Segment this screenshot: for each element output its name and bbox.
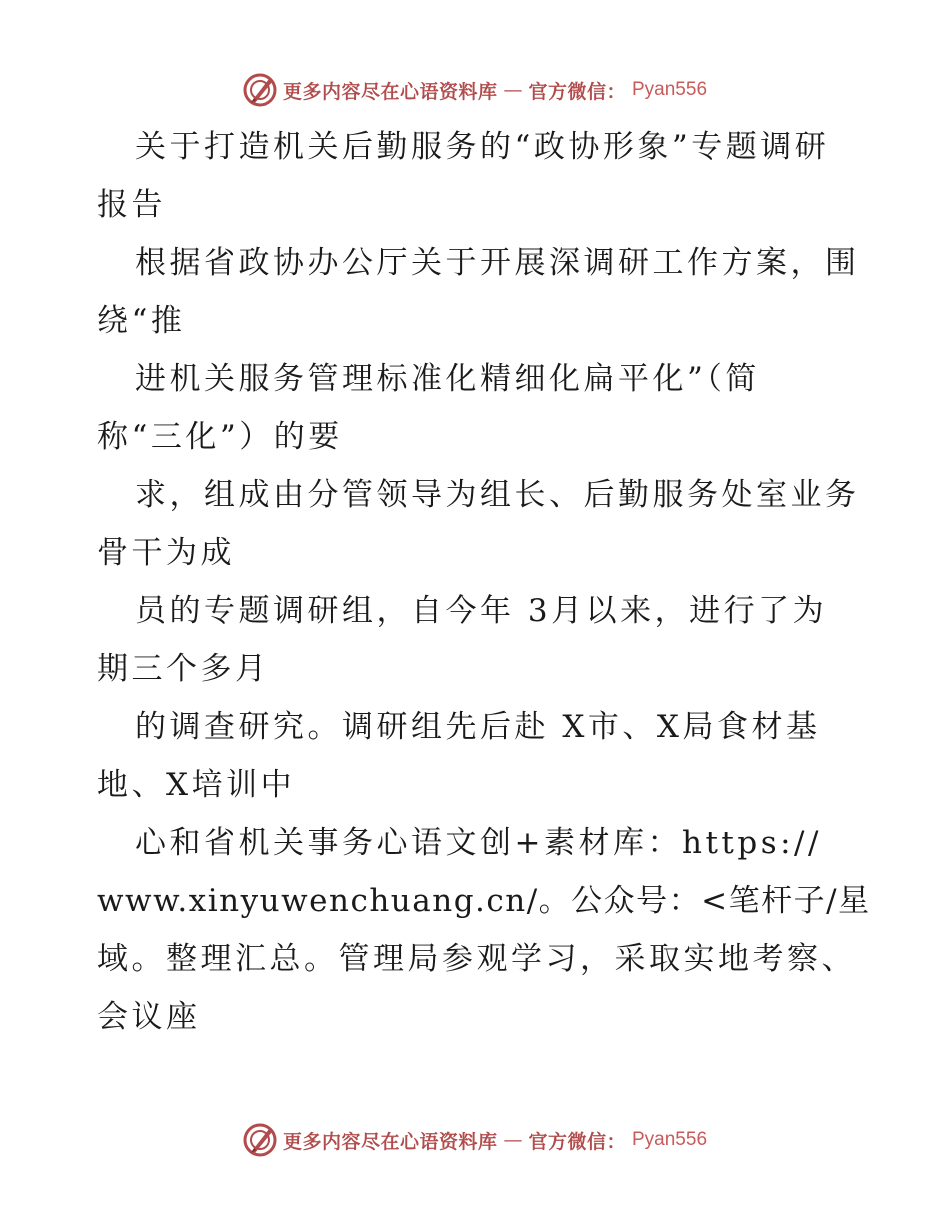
doc-line: 根据省政协办公厅关于开展深调研工作方案，围 — [135, 245, 860, 281]
footer-watermark — [0, 1120, 950, 1160]
doc-line: www.xinyuwenchuang.cn/。公众号：<笔杆子/星 — [97, 883, 871, 919]
watermark-contact: 官方微信： — [528, 80, 626, 103]
header-watermark — [0, 70, 950, 110]
doc-line: 心和省机关事务心语文创+素材库：https:// — [135, 825, 822, 861]
watermark-wechat-id: Pyan556 — [632, 79, 708, 100]
doc-line: 地、X培训中 — [97, 767, 296, 803]
doc-line: 会议座 — [97, 999, 201, 1035]
doc-line: 期三个多月 — [97, 651, 270, 687]
doc-line: 员的专题调研组，自今年 3月以来，进行了为 — [135, 593, 828, 629]
watermark-separator: — — [503, 1129, 523, 1151]
quill-logo-icon — [243, 73, 277, 107]
doc-line: 域。整理汇总。管理局参观学习，采取实地考察、 — [97, 941, 856, 977]
watermark-separator: — — [503, 79, 523, 101]
doc-line: 骨干为成 — [97, 535, 235, 571]
quill-logo-icon — [243, 1123, 277, 1157]
doc-line: 进机关服务管理标准化精细化扁平化”（简 — [135, 361, 760, 397]
doc-line: 称“三化”）的要 — [97, 419, 343, 455]
watermark-contact: 官方微信： — [528, 1130, 626, 1153]
doc-line: 绕“推 — [97, 303, 186, 339]
doc-line: 的调查研究。调研组先后赴 X市、X局食材基 — [135, 709, 821, 745]
doc-line: 报告 — [97, 187, 166, 223]
doc-line: 关于打造机关后勤服务的“政协形象”专题调研 — [135, 129, 830, 165]
watermark-wechat-id: Pyan556 — [632, 1129, 708, 1150]
watermark-text: 更多内容尽在心语资料库 — [282, 80, 498, 103]
watermark-text: 更多内容尽在心语资料库 — [282, 1130, 498, 1153]
doc-line: 求，组成由分管领导为组长、后勤服务处室业务 — [135, 477, 860, 513]
